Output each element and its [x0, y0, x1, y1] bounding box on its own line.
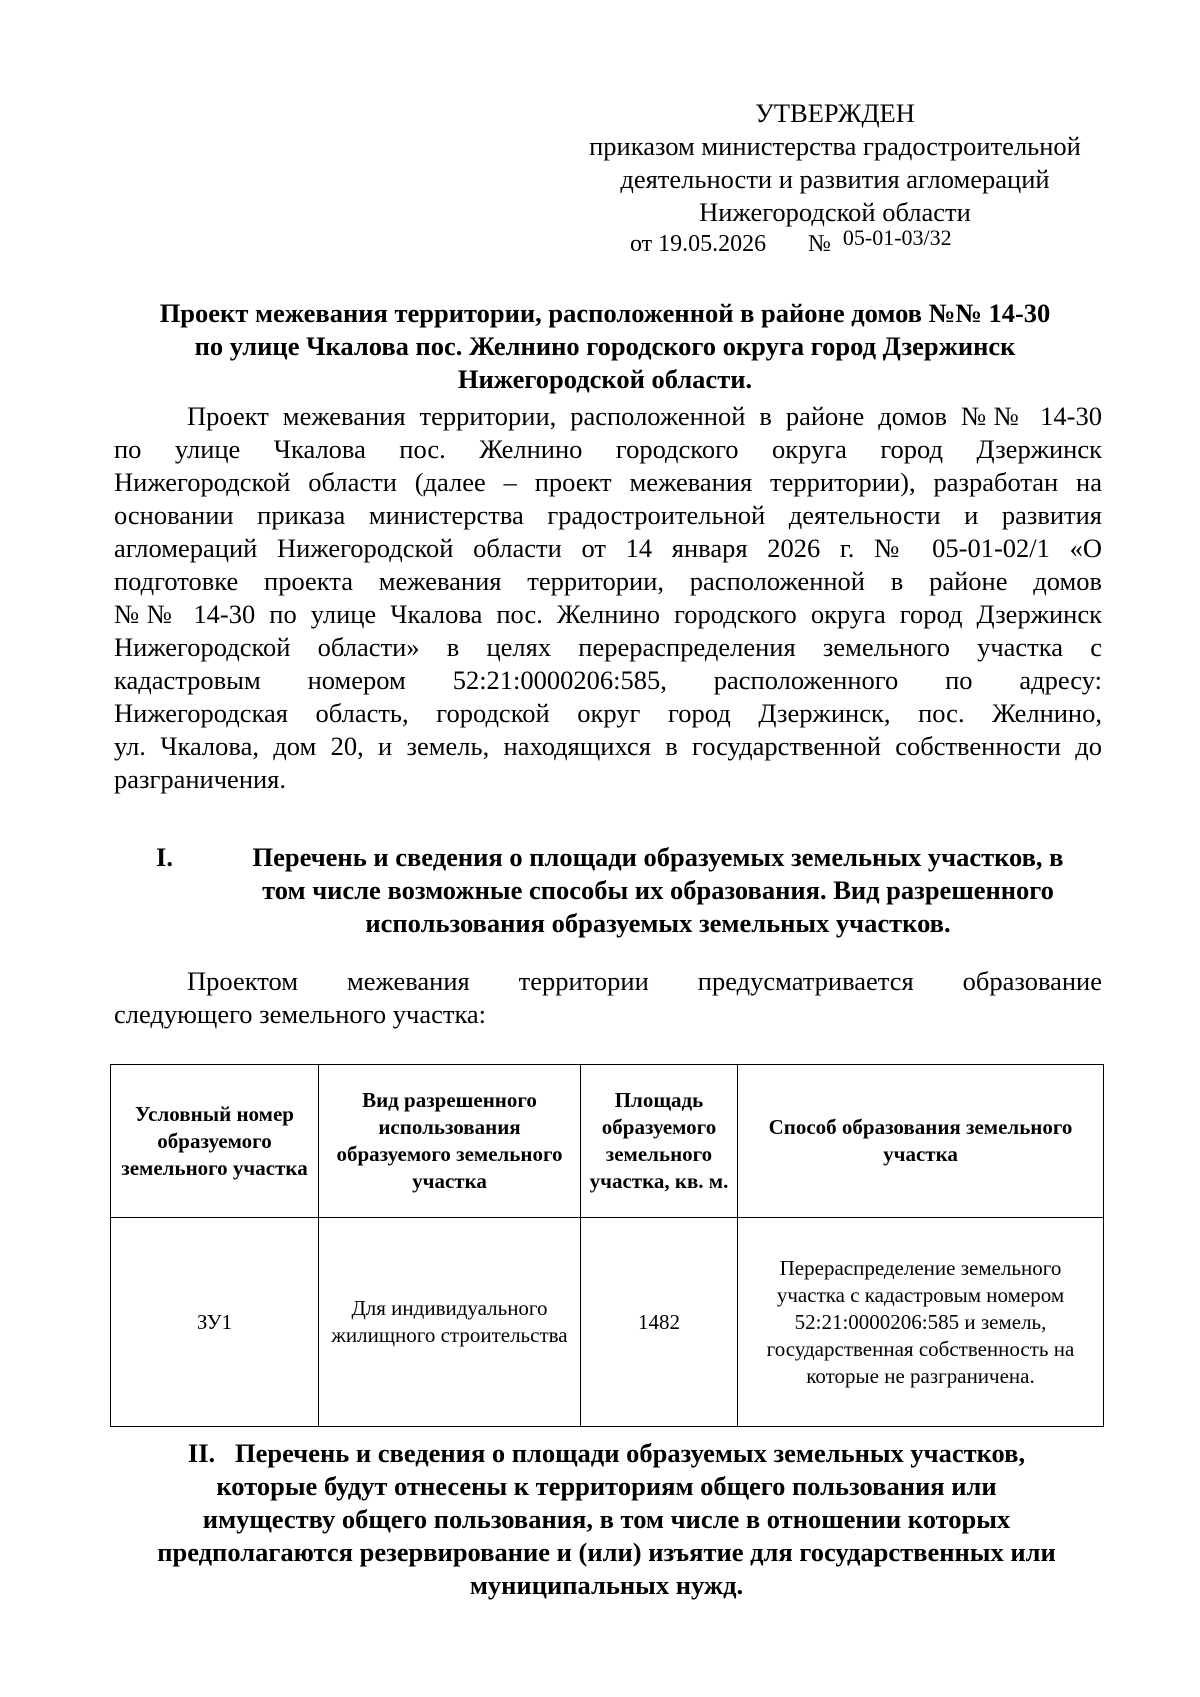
- table-cell: Для индивидуального жилищного строительства: [319, 1218, 581, 1427]
- paragraph-line: Проект межевания территории, расположенной в районе домов №№ 14-30: [187, 401, 1102, 431]
- table-cell: 1482: [581, 1218, 738, 1427]
- section-heading-line: использования образуемых земельных участков.: [365, 908, 951, 938]
- section-heading-line: том числе возможные способы их образования. Вид разрешенного: [262, 875, 1054, 905]
- paragraph-line: основании приказа министерства градостроительной деятельности и развития: [114, 500, 1102, 530]
- section-heading-line: [110, 1437, 1103, 1470]
- section-heading-line: муниципальных нужд.: [469, 1570, 744, 1600]
- section-1-number: I.: [156, 842, 173, 872]
- paragraph-line: ул. Чкалова, дом 20, и земель, находящихся в государственной собственности до: [114, 731, 1102, 761]
- section-2-number: II.: [187, 1438, 216, 1468]
- column-header: Площадь образуемого земельного участка, кв. м.: [581, 1065, 738, 1218]
- column-header: Условный номер образуемого земельного участка: [111, 1065, 319, 1218]
- section-heading-line: Перечень и сведения о площади образуемых земельных участков, в: [252, 842, 1064, 872]
- column-header: Вид разрешенного использования образуемого земельного участка: [319, 1065, 581, 1218]
- paragraph-line: Нижегородской области» в целях перераспределения земельного участка с: [114, 632, 1102, 662]
- section-heading-line: имуществу общего пользования, в том числе в отношении которых: [202, 1504, 1011, 1534]
- title-line: Нижегородской области.: [457, 364, 753, 394]
- paragraph-line: Нижегородская область, городской округ город Дзержинск, пос. Желнино,: [114, 698, 1102, 728]
- intro-paragraph: [114, 400, 1102, 796]
- approval-line: Нижегородской области: [699, 197, 971, 227]
- title-line: по улице Чкалова пос. Желнино городского округа город Дзержинск: [194, 331, 1016, 361]
- paragraph-line: разграничения.: [114, 764, 286, 794]
- approval-date: от 19.05.2026: [630, 231, 767, 257]
- paragraph-line: по улице Чкалова пос. Желнино городского округа город Дзержинск: [114, 434, 1102, 464]
- paragraph-line: Нижегородской области (далее – проект межевания территории), разработан на: [114, 467, 1102, 497]
- approval-block: [555, 97, 1115, 229]
- approval-line: деятельности и развития агломераций: [620, 164, 1050, 194]
- table-row: [111, 1218, 1104, 1427]
- approval-title: УТВЕРЖДЕН: [755, 98, 915, 128]
- paragraph-line: №№ 14-30 по улице Чкалова пос. Желнино городского округа город Дзержинск: [114, 599, 1102, 629]
- approval-line: приказом министерства градостроительной: [589, 131, 1081, 161]
- paragraph-line: следующего земельного участка:: [114, 999, 487, 1029]
- table-cell: Перераспределение земельного участка с кадастровым номером 52:21:0000206:585 и земель, государственная собственность на которые не разграничена.: [738, 1218, 1104, 1427]
- section-1-heading: [218, 841, 1098, 940]
- title-line: Проект межевания территории, расположенной в районе домов №№ 14-30: [159, 298, 1051, 328]
- paragraph-line: Проектом межевания территории предусматривается образование: [187, 966, 1102, 996]
- section-heading-line: которые будут отнесены к территориям общего пользования или: [216, 1471, 997, 1501]
- document-title: [110, 297, 1100, 396]
- table-header-row: [111, 1065, 1104, 1218]
- section-heading-line: предполагаются резервирование и (или) изъятие для государственных или: [157, 1537, 1056, 1567]
- table-cell: ЗУ1: [111, 1218, 319, 1427]
- section-heading-text: Перечень и сведения о площади образуемых земельных участков,: [235, 1438, 1026, 1468]
- section-2-heading: [110, 1437, 1103, 1602]
- paragraph-line: кадастровым номером 52:21:0000206:585, расположенного по адресу:: [114, 665, 1102, 695]
- approval-number: [808, 225, 952, 258]
- paragraph-line: подготовке проекта межевания территории, расположенной в районе домов: [114, 566, 1102, 596]
- land-plot-table: [110, 1064, 1104, 1427]
- paragraph-line: агломераций Нижегородской области от 14 января 2026 г. № 05-01-02/1 «О: [114, 533, 1102, 563]
- approval-number-value: 05-01-03/32: [842, 225, 952, 250]
- section-1-paragraph: [114, 965, 1102, 1031]
- approval-date-row: [630, 225, 952, 258]
- number-sign: №: [808, 231, 831, 257]
- column-header: Способ образования земельного участка: [738, 1065, 1104, 1218]
